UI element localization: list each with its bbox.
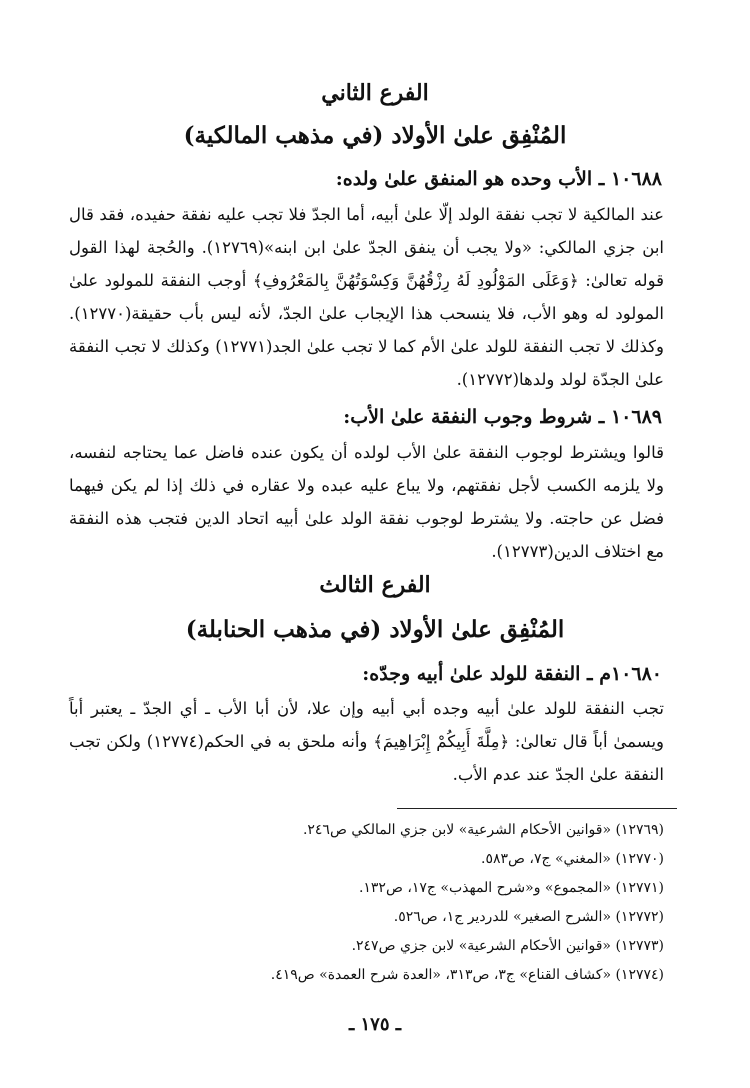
section-heading-10689: ١٠٦٨٩ ـ شروط وجوب النفقة علىٰ الأب: — [343, 406, 662, 428]
section-heading-10680m: ١٠٦٨٠م ـ النفقة للولد علىٰ أبيه وجدّه: — [362, 663, 662, 685]
footnote-12771: (١٢٧٧١) «المجموع» و«شرح المهذب» ج١٧، ص١٣٢. — [358, 880, 664, 896]
page-number: ـ ١٧٥ ـ — [348, 1014, 402, 1035]
footnote-12769: (١٢٧٦٩) «قوانين الأحكام الشرعية» لابن جزي المالكي ص٢٤٦. — [302, 822, 664, 838]
section-title-hanbali: المُنْفِق علىٰ الأولاد (في مذهب الحنابلة) — [185, 616, 565, 643]
branch-heading-3: الفرع الثالث — [319, 572, 431, 598]
footnote-12773: (١٢٧٧٣) «قوانين الأحكام الشرعية» لابن جزي ص٢٤٧. — [351, 938, 664, 954]
section-title-maliki: المُنْفِق علىٰ الأولاد (في مذهب المالكية) — [183, 122, 567, 149]
branch-heading-2: الفرع الثاني — [321, 80, 429, 106]
footnote-12774: (١٢٧٧٤) «كشاف القناع» ج٣، ص٣١٣، «العدة شرح العمدة» ص٤١٩. — [270, 967, 664, 983]
footnote-divider — [397, 808, 677, 809]
paragraph-10688: عند المالكية لا تجب نفقة الولد إلّا علىٰ أبيه، أما الجدّ فلا تجب عليه نفقة حفيده، فقد قال ابن جزي المالكي: «ولا يجب أن ينفق الجدّ علىٰ ابن ابنه»(١٢٧٦٩). والحُجة لهذا القول قوله تعالىٰ: ﴿وَعَلَى المَوْلُودِ لَهُ رِزْقُهُنَّ وَكِسْوَتُهُنَّ بِالمَعْرُوفِ﴾ أوجب النفقة للمولود علىٰ المولود له وهو الأب، فلا ينسحب هذا الإيجاب علىٰ الجدّ، لأنه ليس بأب حقيقة(١٢٧٧٠). وكذلك لا تجب النفقة للولد علىٰ الأم كما لا تجب علىٰ الجد(١٢٧٧١) وكذلك لا تجب النفقة علىٰ الجدّة لولد ولدها(١٢٧٧٢). — [69, 205, 664, 389]
footnote-12770: (١٢٧٧٠) «المغني» ج٧، ص٥٨٣. — [481, 851, 664, 867]
paragraph-10680m: تجب النفقة للولد علىٰ أبيه وجده أبي أبيه وإن علا، لأن أبا الأب ـ أي الجدّ ـ يعتبر أباً ويسمىٰ أباً قال تعالىٰ: ﴿مِلَّةَ أَبِيكُمْ إِبْرَاهِيمَ﴾ وأنه ملحق به في الحكم(١٢٧٧٤) ولكن تجب النفقة علىٰ الجدّ عند عدم الأب. — [69, 699, 664, 784]
footnote-12772: (١٢٧٧٢) «الشرح الصغير» للدردير ج١، ص٥٢٦. — [393, 909, 664, 925]
section-heading-10688: ١٠٦٨٨ ـ الأب وحده هو المنفق علىٰ ولده: — [335, 168, 662, 190]
paragraph-10689: قالوا ويشترط لوجوب النفقة علىٰ الأب لولده أن يكون عنده فاضل عما يحتاجه لنفسه، ولا يلزمه الكسب لأجل نفقتهم، ولا يباع عليه عبده ولا عقاره في ذلك إذا لم يكن فيهما فضل عن حاجته. ولا يشترط لوجوب نفقة الولد علىٰ أبيه اتحاد الدين فتجب هذه النفقة مع اختلاف الدين(١٢٧٧٣). — [69, 443, 664, 561]
